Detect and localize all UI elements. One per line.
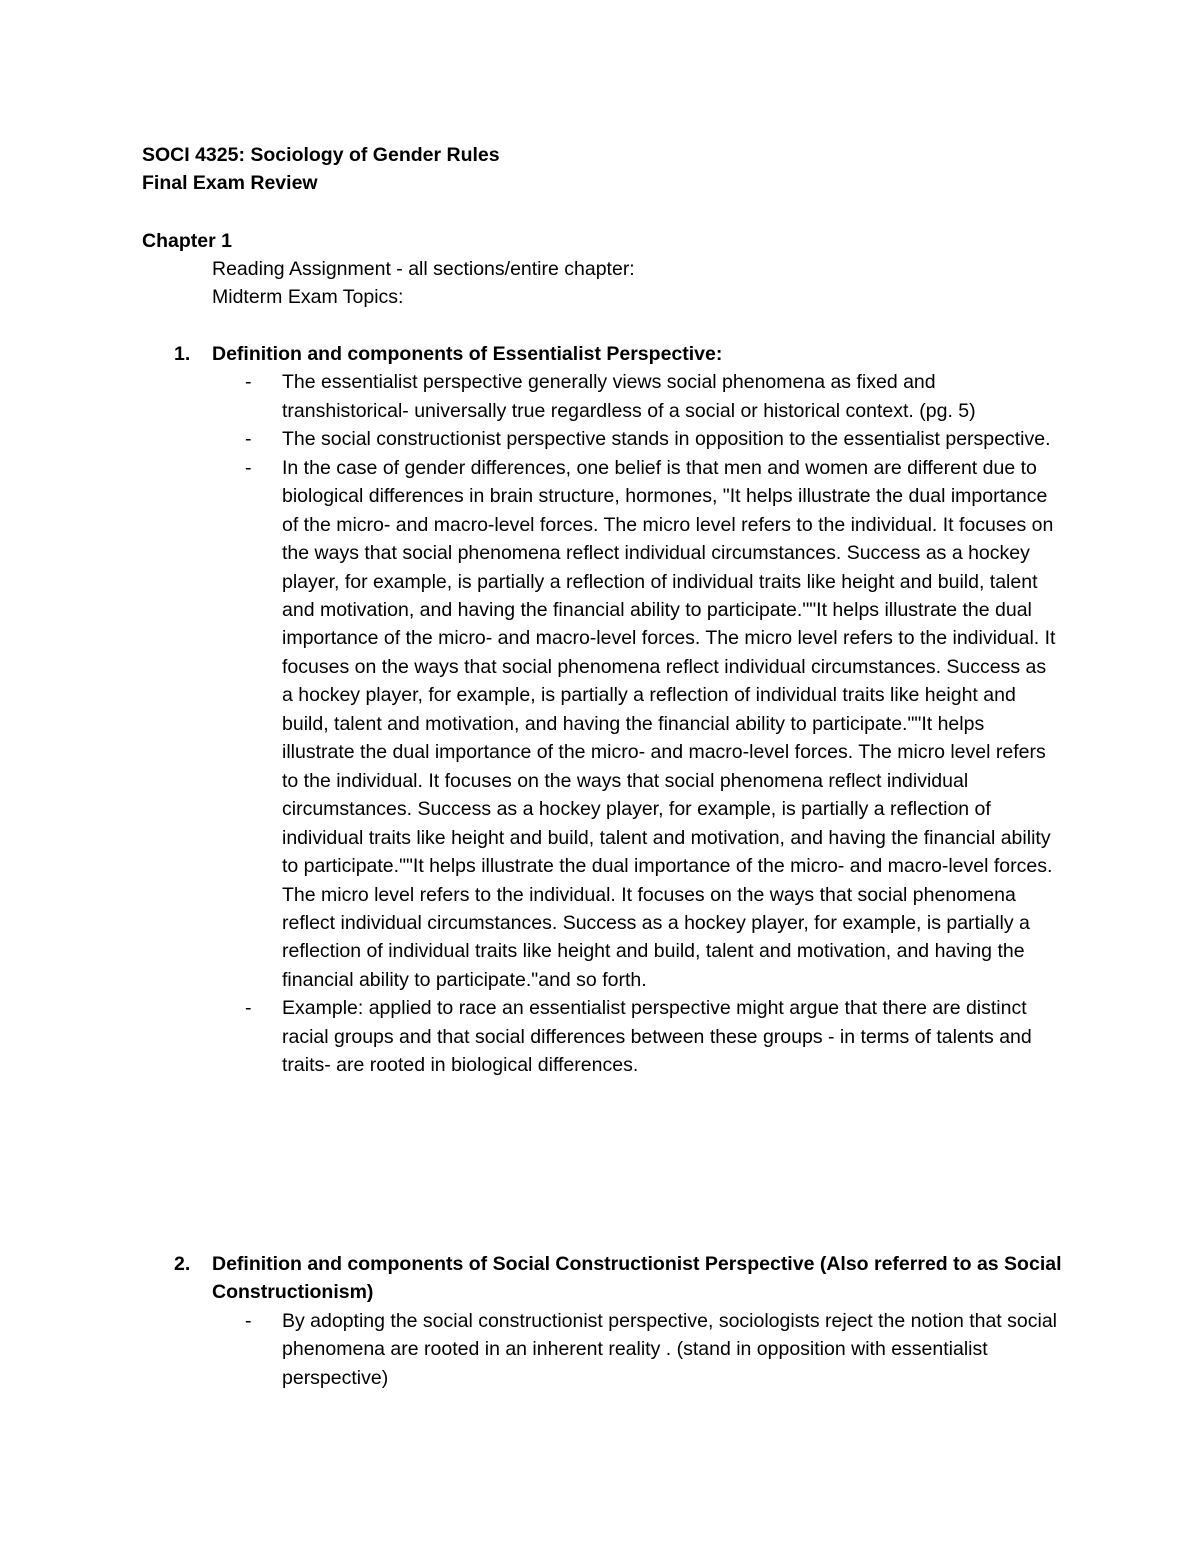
list-item-text: The essentialist perspective generally views social phenomena as fixed and transhistorical- universally true regardless of a social or historical context. (pg. 5): [282, 371, 976, 422]
list-item: [245, 425, 1062, 453]
list-item: [245, 994, 1062, 1079]
bullet-list: [0, 368, 1200, 1079]
topic-social-constructionist: [0, 1250, 1200, 1392]
bullet-marker: -: [245, 997, 252, 1020]
list-item-text: The social constructionist perspective stands in opposition to the essentialist perspective.: [282, 428, 1051, 451]
list-item-text: By adopting the social constructionist perspective, sociologists reject the notion that social phenomena are rooted in an inherent reality . (stand in opposition with essentialist perspective): [282, 1309, 1058, 1389]
chapter-heading: Chapter 1: [142, 230, 232, 252]
reading-assignment-line: Reading Assignment - all sections/entire chapter:: [212, 258, 635, 280]
list-item-text: In the case of gender differences, one belief is that men and women are different due to biological differences in brain structure, hormones, "It helps illustrate the dual importance of the micro- and macro-level forces. The micro level refers to the individual. It focuses on the ways that social phenomena reflect individual circumstances. Success as a hockey player, for example, is partially a reflection of individual traits like height and build, talent and motivation, and having the financial ability to participate.""It helps illustrate the dual importance of the micro- and macro-level forces. The micro level refers to the individual. It focuses on the ways that social phenomena reflect individual circumstances. Success as a hockey player, for example, is partially a reflection of individual traits like height and build, talent and motivation, and having the financial ability to participate.""It helps illustrate the dual importance of the micro- and macro-level forces. The micro level refers to the individual. It focuses on the ways that social phenomena reflect individual circumstances. Success as a hockey player, for example, is partially a reflection of individual traits like height and build, talent and motivation, and having the financial ability to participate.""It helps illustrate the dual importance of the micro- and macro-level forces. The micro level refers to the individual. It focuses on the ways that social phenomena reflect individual circumstances. Success as a hockey player, for example, is partially a reflection of individual traits like height and build, talent and motivation, and having the financial ability to participate."and so forth.: [282, 456, 1056, 991]
bullet-list: [0, 1307, 1200, 1392]
list-item-text: Example: applied to race an essentialist perspective might argue that there are distinct racial groups and that social differences between these groups - in terms of talents and traits- are rooted in biological differences.: [282, 997, 1032, 1077]
midterm-topics-line: Midterm Exam Topics:: [212, 286, 404, 308]
document-title: SOCI 4325: Sociology of Gender Rules: [142, 144, 500, 166]
topic-essentialist: [0, 340, 1200, 1080]
list-item: [245, 1307, 1062, 1392]
bullet-marker: -: [245, 428, 252, 451]
document-subtitle: Final Exam Review: [142, 172, 318, 194]
topic-heading-text: Definition and components of Essentialist Perspective:: [212, 343, 723, 365]
bullet-marker: -: [245, 456, 252, 479]
topic-number: 1.: [174, 343, 191, 365]
topic-number: 2.: [174, 1253, 191, 1275]
list-item: [245, 368, 1062, 425]
list-item: [245, 454, 1062, 995]
topic-heading: [174, 1250, 1062, 1307]
topic-heading-text: Definition and components of Social Constructionist Perspective (Also referred to as Social Constructionism): [212, 1253, 1062, 1304]
topic-heading: [174, 340, 1062, 368]
bullet-marker: -: [245, 1309, 252, 1332]
bullet-marker: -: [245, 371, 252, 394]
